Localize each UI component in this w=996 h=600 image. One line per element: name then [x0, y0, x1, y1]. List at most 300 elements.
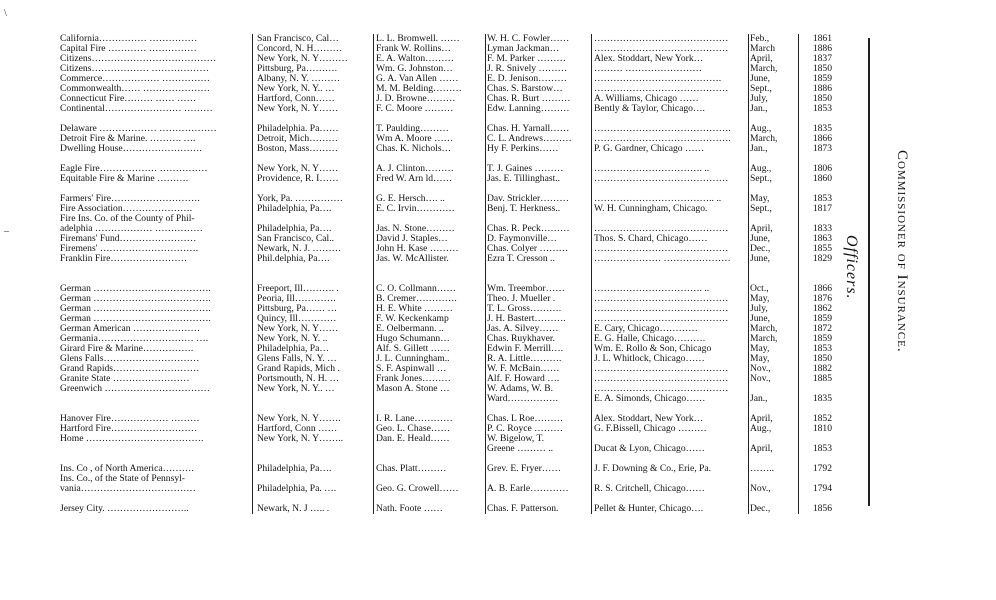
organized-year-cell	[800, 114, 832, 124]
organized-month-cell	[750, 154, 798, 164]
organized-year-cell	[800, 274, 832, 284]
organized-month-cell: July,	[750, 94, 768, 104]
president-cell: E. A. Walton………	[376, 54, 454, 64]
organized-year-cell	[800, 494, 832, 504]
company-name-cell	[60, 114, 246, 124]
location-cell: Boston, Mass………	[257, 144, 339, 154]
western-agent-cell	[594, 494, 744, 504]
company-name-cell	[60, 394, 246, 404]
organized-year-cell: 1850	[812, 94, 832, 104]
organized-month-cell: March	[750, 44, 776, 54]
secretary-cell: E. D. Jenison………	[487, 74, 567, 84]
table-row	[60, 244, 830, 254]
table-row	[60, 294, 830, 304]
location-cell: New York, N. Y.. …	[257, 84, 335, 94]
table-row	[60, 324, 830, 334]
western-agent-cell: ……………………………………	[594, 44, 729, 54]
organized-month-cell: May,	[750, 294, 770, 304]
company-name-cell	[60, 154, 246, 164]
organized-year-cell: 1853	[812, 194, 832, 204]
organized-year-cell: 1860	[812, 174, 832, 184]
secretary-cell: Ezra T. Cresson ..	[487, 254, 555, 264]
table-row	[60, 314, 830, 324]
company-name-cell	[60, 444, 246, 454]
table-row	[60, 344, 830, 354]
location-cell: Hartford, Conn……	[257, 94, 335, 104]
western-agent-cell	[594, 434, 744, 444]
company-name-cell: Equitable Fire & Marine ……….	[60, 174, 189, 184]
table-row	[60, 34, 830, 44]
organized-year-cell: 1882	[812, 364, 832, 374]
table-row	[60, 254, 830, 264]
location-cell: New York, N. Y……	[257, 164, 339, 174]
president-cell	[376, 444, 484, 454]
location-cell	[257, 114, 372, 124]
company-name-cell: Farmers' Fire……………………….	[60, 194, 200, 204]
location-cell	[257, 154, 372, 164]
table-row	[60, 84, 830, 94]
president-cell: Nath. Foote ……	[376, 504, 443, 514]
organized-month-cell	[750, 184, 798, 194]
table-row	[60, 414, 830, 424]
table-row	[60, 104, 830, 114]
company-name-cell: Firemans' Fund……………………	[60, 234, 197, 244]
secretary-cell: Chas. L Roe………	[487, 414, 564, 424]
location-cell: San Francisco, Cal..	[257, 234, 335, 244]
company-name-cell: German American …………………	[60, 324, 201, 334]
location-cell: Philadelphia, Pa….	[257, 464, 332, 474]
company-name-cell: Hanover Fire……………… ………	[60, 414, 200, 424]
company-name-cell: Jersey City. ……………………..	[60, 504, 189, 514]
company-name-cell: German ……………………………….	[60, 284, 211, 294]
president-cell: F. C. Moore ………	[376, 104, 454, 114]
secretary-cell	[487, 404, 590, 414]
table-row	[60, 454, 830, 464]
location-cell	[257, 444, 372, 454]
western-agent-cell: ……………………………………	[594, 34, 729, 44]
secretary-cell: J. H. Bastert……….	[487, 314, 566, 324]
location-cell: Philadelphia. Pa……	[257, 124, 339, 134]
western-agent-cell: Pellet & Hunter, Chicago….	[594, 504, 704, 514]
organized-month-cell: Nov.,	[750, 364, 771, 374]
company-name-cell: Ins. Co., of the State of Pennsyl-	[60, 474, 185, 484]
organized-year-cell	[800, 154, 832, 164]
western-agent-cell: …………………………………….	[594, 124, 731, 134]
organized-year-cell: 1835	[812, 394, 832, 404]
western-agent-cell: W. H. Cunningham, Chicago.	[594, 204, 708, 214]
secretary-cell	[487, 454, 590, 464]
secretary-cell: Chas. H. Yarnall……	[487, 124, 570, 134]
western-agent-cell	[594, 404, 744, 414]
president-cell: Chas. Platt………	[376, 464, 447, 474]
organized-year-cell: 1859	[812, 334, 832, 344]
secretary-cell: A. B. Earle…………	[487, 484, 569, 494]
location-cell: New York, N. Y……	[257, 324, 339, 334]
president-cell: Geo. G. Crowell……	[376, 484, 459, 494]
secretary-cell: W. Adams, W. B.	[487, 384, 554, 394]
president-cell	[376, 274, 484, 284]
secretary-cell: D. Faymonville…	[487, 234, 557, 244]
organized-year-cell: 1835	[812, 124, 832, 134]
company-name-cell: Eagle Fire……………… ……………	[60, 164, 208, 174]
organized-month-cell: Aug.,	[750, 164, 772, 174]
western-agent-cell: Thos. S. Chard, Chicago……	[594, 234, 708, 244]
western-agent-cell	[594, 154, 744, 164]
president-cell: F. W. Keckenkamp	[376, 314, 449, 324]
margin-dash: –	[4, 226, 9, 237]
president-cell	[376, 214, 484, 224]
organized-year-cell: 1861	[812, 34, 832, 44]
western-agent-cell: …………………………………….	[594, 134, 731, 144]
company-name-cell	[60, 264, 246, 274]
western-agent-cell: G. F.Bissell, Chicago ………	[594, 424, 707, 434]
organized-year-cell: 1792	[812, 464, 832, 474]
secretary-cell: Grev. E. Fryer……	[487, 464, 561, 474]
western-agent-cell: R. S. Critchell, Chicago……	[594, 484, 705, 494]
western-agent-cell: ……………………………. ..	[594, 164, 710, 174]
organized-year-cell: 1855	[812, 244, 832, 254]
president-cell: E. Oelbermann. ..	[376, 324, 444, 334]
president-cell	[376, 184, 484, 194]
president-cell	[376, 264, 484, 274]
organized-year-cell: 1859	[812, 74, 832, 84]
right-border-rule	[868, 38, 870, 506]
company-name-cell	[60, 274, 246, 284]
organized-year-cell: 1833	[812, 224, 832, 234]
company-name-cell: Delaware ……………… ………………	[60, 124, 217, 134]
location-cell	[257, 404, 372, 414]
secretary-cell: C. L. Andrews………	[487, 134, 572, 144]
western-agent-cell: ……………………………….. ..	[594, 194, 722, 204]
president-cell: A. J. Clinton………	[376, 164, 454, 174]
western-agent-cell: ……………………………. ..	[594, 284, 710, 294]
president-cell	[376, 404, 484, 414]
president-cell: Geo. L. Chase……	[376, 424, 451, 434]
western-agent-cell: ……… ……………………	[594, 64, 702, 74]
president-cell: Wm A. Moore ……	[376, 134, 454, 144]
organized-year-cell: 1837	[812, 54, 832, 64]
organized-year-cell	[800, 184, 832, 194]
table-row	[60, 194, 830, 204]
western-agent-cell: E. G. Halle, Chicago……….	[594, 334, 706, 344]
table-row	[60, 94, 830, 104]
president-cell: G. E. Hersch…. ..	[376, 194, 445, 204]
president-cell: Alf. S. Gillett ……	[376, 344, 450, 354]
location-cell: York, Pa. ……………	[257, 194, 343, 204]
organized-month-cell: March,	[750, 334, 778, 344]
western-agent-cell: ……………………………………	[594, 384, 729, 394]
company-name-cell: Connecticut Fire……… …… ……	[60, 94, 197, 104]
location-cell: New York, N. Y………	[257, 54, 348, 64]
western-agent-cell: J. L. Whitlock, Chicago……	[594, 354, 705, 364]
table-row	[60, 204, 830, 214]
table-row	[60, 164, 830, 174]
western-agent-cell	[594, 454, 744, 464]
company-name-cell: German ……………………………….	[60, 294, 211, 304]
table-row	[60, 74, 830, 84]
organized-year-cell: 1872	[812, 324, 832, 334]
organized-year-cell: 1850	[812, 354, 832, 364]
company-name-cell	[60, 404, 246, 414]
organized-month-cell: Aug.,	[750, 124, 772, 134]
company-name-cell	[60, 454, 246, 464]
organized-month-cell: May,	[750, 344, 770, 354]
company-name-cell: Glens Falls…………………………	[60, 354, 200, 364]
organized-month-cell: April,	[750, 224, 773, 234]
company-name-cell	[60, 184, 246, 194]
western-agent-cell: ……………………………………	[594, 294, 729, 304]
western-agent-cell	[594, 114, 744, 124]
secretary-cell	[487, 114, 590, 124]
location-cell: Pittsburg, Pa……….	[257, 64, 338, 74]
organized-year-cell: 1806	[812, 164, 832, 174]
table-row	[60, 124, 830, 134]
location-cell: Newark, N. J ….. .	[257, 504, 330, 514]
president-cell: J. L. Cunningham..	[376, 354, 450, 364]
organized-month-cell: Jan.,	[750, 144, 768, 154]
organized-month-cell: Feb.,	[750, 34, 770, 44]
location-cell: Detroit, Mich………	[257, 134, 339, 144]
president-cell: J. D. Browne………	[376, 94, 456, 104]
location-cell: Freeport, Ill………. .	[257, 284, 339, 294]
secretary-cell: T. J. Gaines ………	[487, 164, 564, 174]
organized-month-cell	[750, 274, 798, 284]
western-agent-cell	[594, 474, 744, 484]
company-name-cell: California…………… ……………	[60, 34, 198, 44]
western-agent-cell: Alex. Stoddart, New York…	[594, 54, 704, 64]
organized-month-cell: Aug.,	[750, 424, 772, 434]
president-cell: Jas. W. McAllister.	[376, 254, 449, 264]
location-cell: Peoria, Ill………….	[257, 294, 336, 304]
organized-year-cell: 1863	[812, 234, 832, 244]
location-cell: New York, N. Y.. …	[257, 384, 335, 394]
location-cell	[257, 264, 372, 274]
location-cell: Philadelphia, Pa….	[257, 224, 332, 234]
organized-year-cell: 1886	[812, 84, 832, 94]
organized-month-cell	[750, 404, 798, 414]
company-name-cell: German ……………………………….	[60, 314, 211, 324]
organized-year-cell: 1852	[812, 414, 832, 424]
secretary-cell: Chas. R. Peck………	[487, 224, 570, 234]
table-row	[60, 404, 830, 414]
table-row	[60, 394, 830, 404]
table-row	[60, 44, 830, 54]
president-cell: T. Paulding………	[376, 124, 449, 134]
organized-month-cell: June,	[750, 234, 770, 244]
secretary-cell	[487, 154, 590, 164]
table-row	[60, 364, 830, 374]
company-name-cell: Commonwealth…… …………………	[60, 84, 211, 94]
organized-month-cell: July,	[750, 304, 768, 314]
table-row	[60, 284, 830, 294]
secretary-cell: Chas. R. Burt ………	[487, 94, 571, 104]
president-cell: John H. Kase ………	[376, 244, 459, 254]
organized-year-cell: 1850	[812, 64, 832, 74]
organized-month-cell: Sept.,	[750, 174, 772, 184]
president-cell	[376, 474, 484, 484]
location-cell: New York, N. Y……..	[257, 434, 343, 444]
table-row	[60, 434, 830, 444]
table-row	[60, 334, 830, 344]
location-cell: Concord, N. H………	[257, 44, 343, 54]
president-cell: Frank Jones………	[376, 374, 451, 384]
table-row	[60, 484, 830, 494]
organized-month-cell: June,	[750, 74, 770, 84]
president-cell: L. L. Bromwell. ……	[376, 34, 460, 44]
location-cell: Grand Rapids, Mich .	[257, 364, 340, 374]
company-name-cell: Detroit Fire & Marine. ………. ….	[60, 134, 196, 144]
organized-year-cell	[800, 434, 832, 444]
organized-month-cell: Dec.,	[750, 504, 771, 514]
organized-year-cell: 1859	[812, 314, 832, 324]
organized-year-cell: 1810	[812, 424, 832, 434]
organized-month-cell: March,	[750, 134, 778, 144]
secretary-cell	[487, 264, 590, 274]
table-row	[60, 444, 830, 454]
company-name-cell: Granite State ……………………	[60, 374, 190, 384]
western-agent-cell: ……………………………………	[594, 364, 729, 374]
company-name-cell: Hartford Fire………………………	[60, 424, 198, 434]
location-cell: Albany, N. Y. ………	[257, 74, 341, 84]
secretary-cell: Chas. Colyer ………	[487, 244, 569, 254]
table-row	[60, 304, 830, 314]
western-agent-cell: ……………………………………	[594, 304, 729, 314]
western-agent-cell: P. G. Gardner, Chicago ……	[594, 144, 705, 154]
western-agent-cell: Ducat & Lyon, Chicago……	[594, 444, 705, 454]
organized-month-cell	[750, 114, 798, 124]
company-name-cell: Citizens……………… ………………	[60, 64, 209, 74]
western-agent-cell: ………………………………….	[594, 74, 722, 84]
margin-mark: \	[4, 8, 7, 19]
organized-month-cell: May,	[750, 194, 770, 204]
secretary-cell: Chas. S. Barstow…	[487, 84, 563, 94]
organized-month-cell: Oct.,	[750, 284, 769, 294]
company-name-cell: vania………………………………	[60, 484, 196, 494]
location-cell	[257, 494, 372, 504]
secretary-cell: Dav. Strickler………	[487, 194, 569, 204]
company-name-cell: Grand Rapids………………………	[60, 364, 200, 374]
secretary-cell	[487, 214, 590, 224]
location-cell	[257, 394, 372, 404]
table-row	[60, 384, 830, 394]
secretary-cell: Hy F. Perkins……	[487, 144, 559, 154]
organized-year-cell	[800, 214, 832, 224]
western-agent-cell: Bently & Taylor, Chicago….	[594, 104, 705, 114]
organized-year-cell	[800, 264, 832, 274]
secretary-cell	[487, 184, 590, 194]
organized-year-cell: 1853	[812, 444, 832, 454]
table-row	[60, 134, 830, 144]
table-row	[60, 64, 830, 74]
company-name-cell: Capital Fire ………… ……………	[60, 44, 197, 54]
table-row	[60, 214, 830, 224]
company-name-cell	[60, 494, 246, 504]
location-cell	[257, 454, 372, 464]
location-cell: Newark, N. J. ………	[257, 244, 342, 254]
organized-month-cell: Nov.,	[750, 374, 771, 384]
organized-month-cell: ……..	[750, 464, 774, 474]
table-row	[60, 474, 830, 484]
organized-year-cell	[800, 474, 832, 484]
western-agent-cell: ……………………………………	[594, 224, 729, 234]
company-name-cell: Germania………………………… ….	[60, 334, 209, 344]
company-name-cell: German ……………………………….	[60, 304, 211, 314]
western-agent-cell: ……………………………………	[594, 244, 729, 254]
western-agent-cell: J. F. Downing & Co., Erie, Pa.	[594, 464, 712, 474]
table-row	[60, 144, 830, 154]
table-row	[60, 184, 830, 194]
table-row	[60, 264, 830, 274]
company-name-cell: Citizens…………………………………	[60, 54, 217, 64]
president-cell: M. M. Belding………	[376, 84, 462, 94]
organized-month-cell: May,	[750, 354, 770, 364]
location-cell: New York, N. Y……	[257, 104, 339, 114]
president-cell: Chas. K. Nichols…	[376, 144, 452, 154]
president-cell: C. O. Collmann……	[376, 284, 456, 294]
organized-month-cell	[750, 384, 798, 394]
organized-year-cell: 1817	[812, 204, 832, 214]
organized-month-cell: April,	[750, 444, 773, 454]
president-cell: I. R. Lane…………	[376, 414, 453, 424]
secretary-cell: Ward…………….	[487, 394, 558, 404]
organized-month-cell	[750, 264, 798, 274]
organized-month-cell: April,	[750, 54, 773, 64]
location-cell: Portsmouth, N. H. …	[257, 374, 340, 384]
western-agent-cell	[594, 274, 744, 284]
organized-month-cell: Jan.,	[750, 104, 768, 114]
western-agent-cell: ……………………………………	[594, 374, 729, 384]
organized-year-cell: 1866	[812, 284, 832, 294]
organized-year-cell: 1866	[812, 134, 832, 144]
secretary-cell: W. H. C. Fowler……	[487, 34, 570, 44]
president-cell	[376, 114, 484, 124]
organized-year-cell: 1873	[812, 144, 832, 154]
organized-year-cell: 1862	[812, 304, 832, 314]
location-cell: Philadelphia, Pa. ….	[257, 484, 337, 494]
company-name-cell: adelphia ……………… ……………	[60, 224, 203, 234]
location-cell: New York, N. Y…….	[257, 414, 341, 424]
location-cell	[257, 184, 372, 194]
organized-month-cell: Nov.,	[750, 484, 771, 494]
table-row	[60, 154, 830, 164]
president-cell: Wm. G. Johnston…	[376, 64, 453, 74]
secretary-cell: Lyman Jackman…	[487, 44, 560, 54]
president-cell	[376, 394, 484, 404]
location-cell: Hartford, Conn ……	[257, 424, 338, 434]
table-row	[60, 374, 830, 384]
president-cell: Dan. E. Heald……	[376, 434, 450, 444]
location-cell: Providence, R. I……	[257, 174, 339, 184]
organized-year-cell: 1876	[812, 294, 832, 304]
secretary-cell: F. M. Parker ………	[487, 54, 566, 64]
location-cell: New York, N. Y. ..	[257, 334, 328, 344]
western-agent-cell	[594, 264, 744, 274]
secretary-cell: Theo. J. Mueller .	[487, 294, 556, 304]
company-name-cell: Girard Fire & Marine…………….	[60, 344, 194, 354]
organized-month-cell: Jan.,	[750, 394, 768, 404]
western-agent-cell	[594, 214, 744, 224]
president-cell: Fred W. Arn ld……	[376, 174, 453, 184]
company-name-cell: Fire Association………………….	[60, 204, 193, 214]
table-row	[60, 274, 830, 284]
secretary-cell: W. Bigelow, T.	[487, 434, 545, 444]
secretary-cell	[487, 474, 590, 484]
organized-month-cell: April,	[750, 414, 773, 424]
organized-year-cell: 1829	[812, 254, 832, 264]
table-row	[60, 464, 830, 474]
organized-month-cell: March,	[750, 64, 778, 74]
organized-year-cell	[800, 404, 832, 414]
